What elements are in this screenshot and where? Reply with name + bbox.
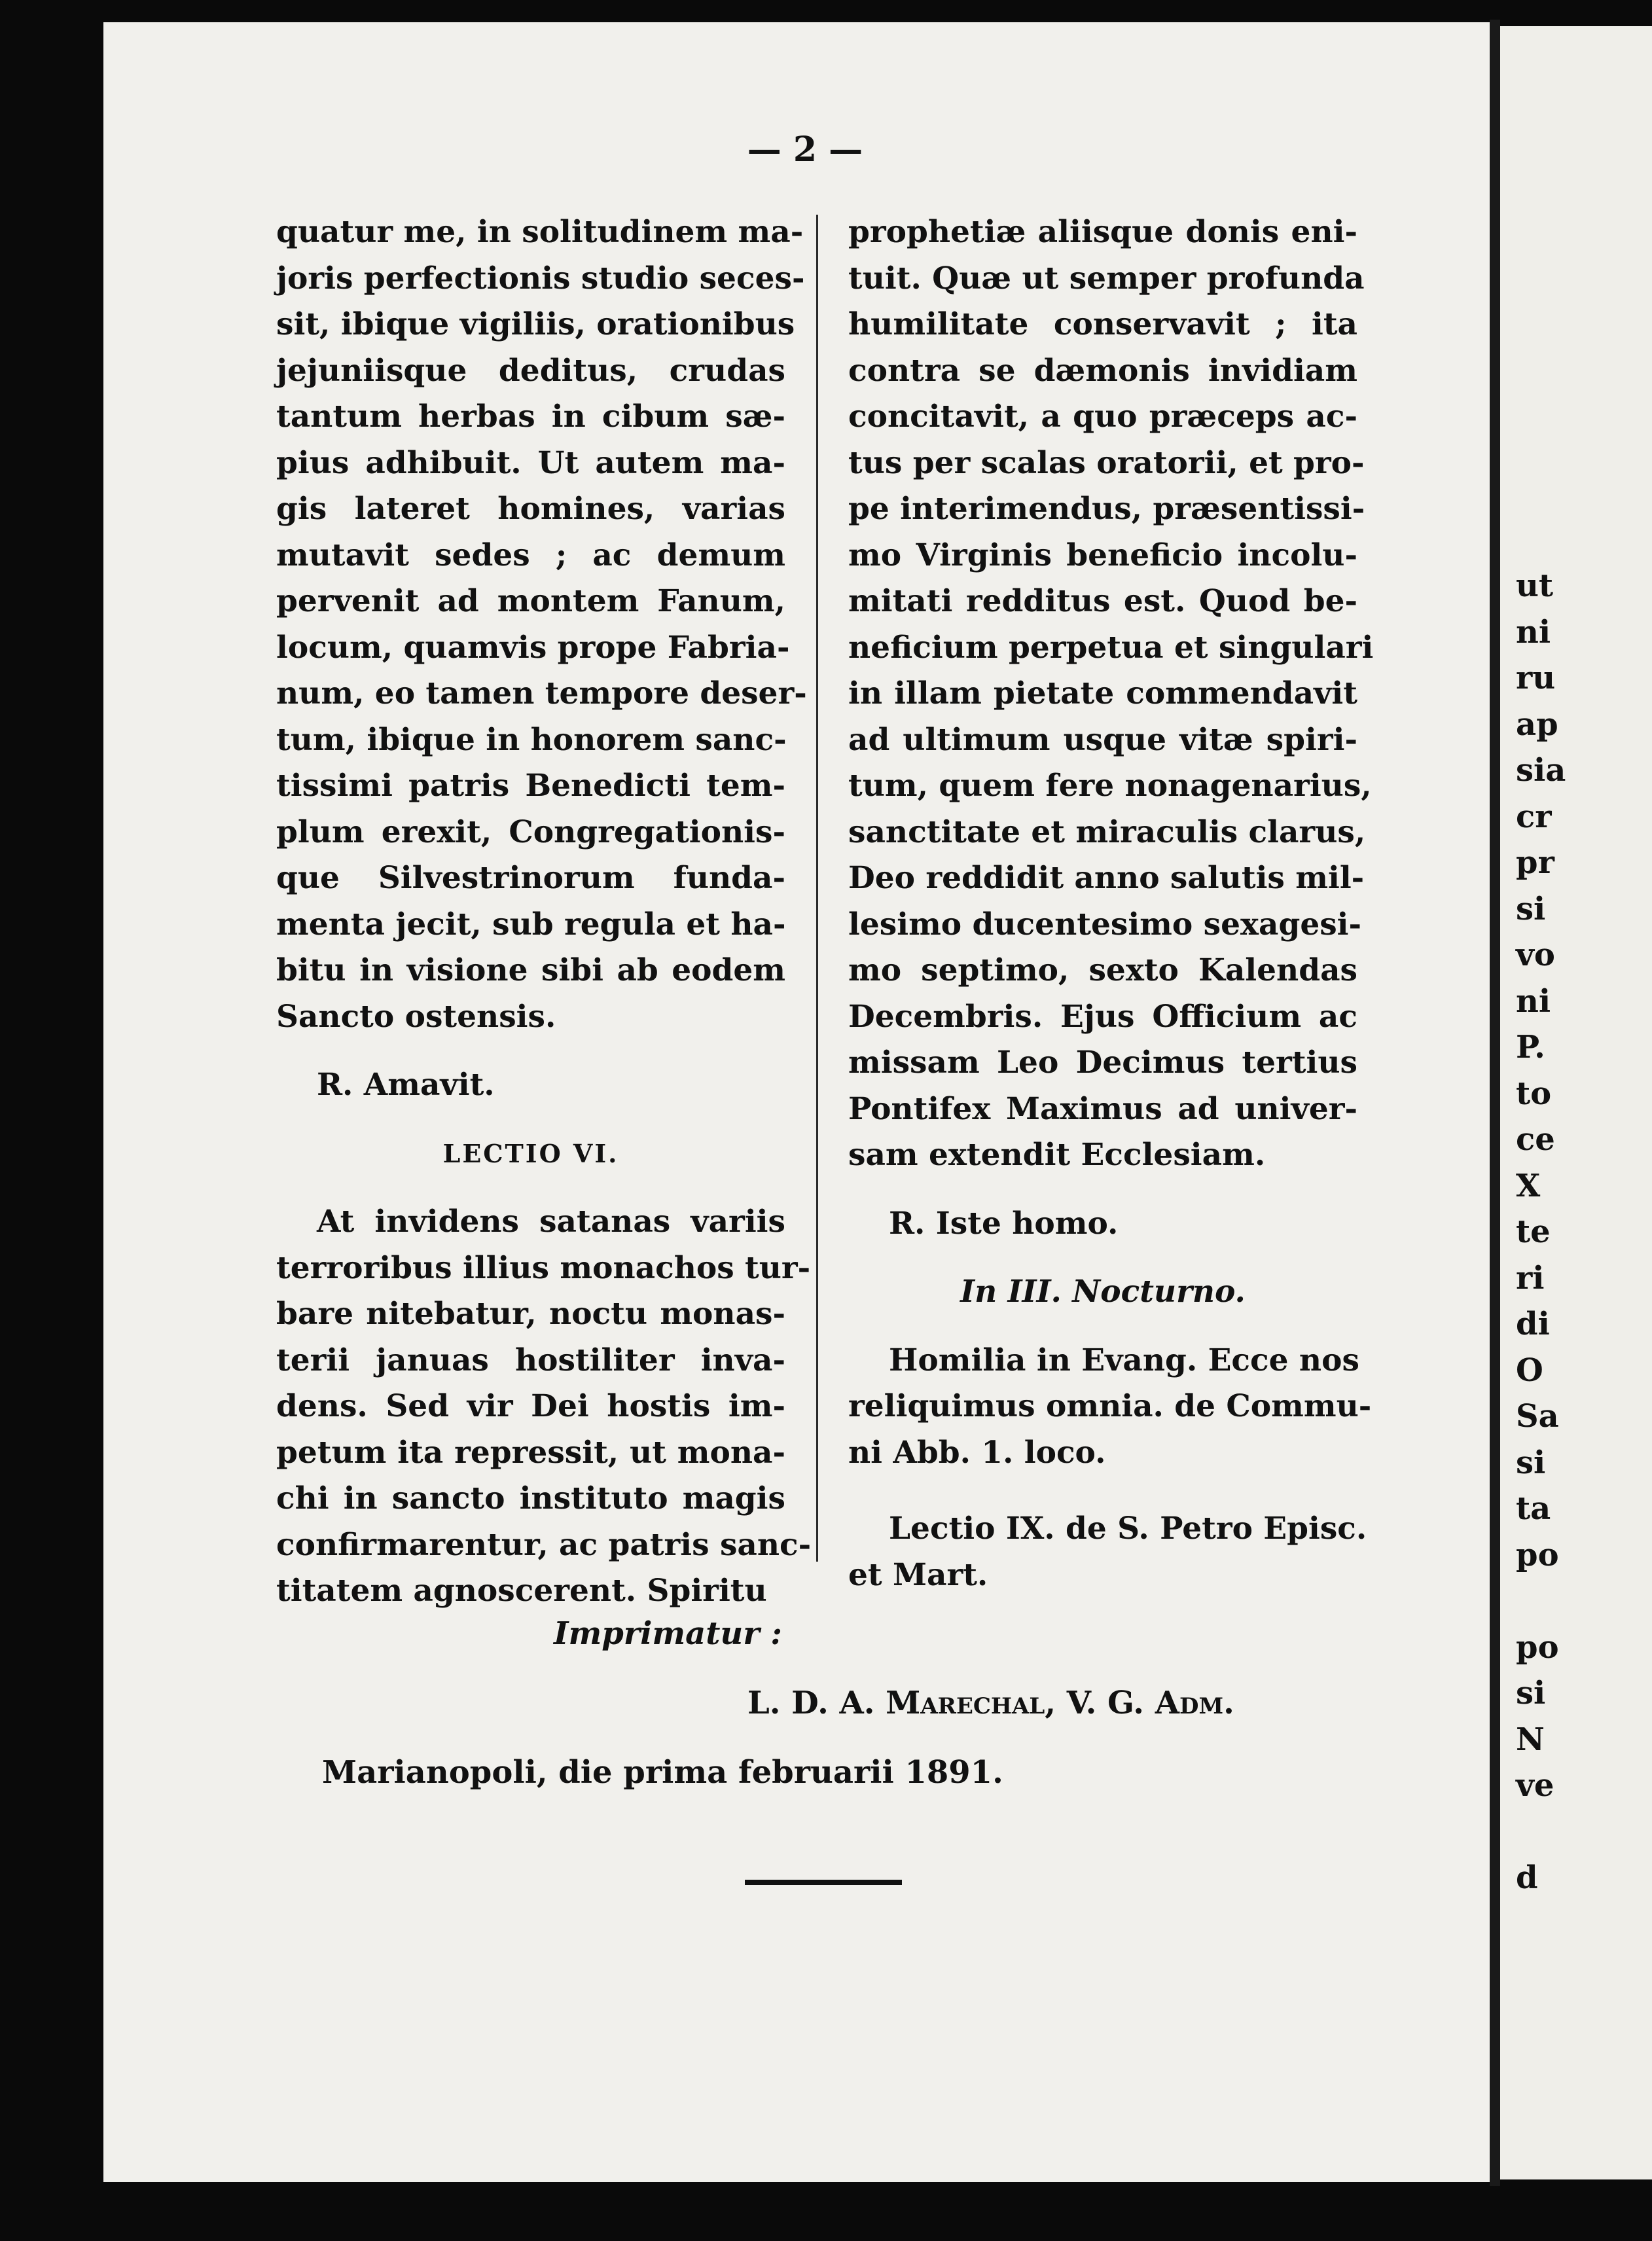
- text-line: tum, ibique in honorem sanc-: [276, 721, 787, 758]
- text-line: in illam pietate commendavit: [848, 675, 1357, 711]
- adjacent-fragment: Sa: [1516, 1398, 1559, 1435]
- text-line: bare nitebatur, noctu monas-: [276, 1296, 785, 1332]
- text-line: petum ita repressit, ut mona-: [276, 1434, 785, 1471]
- right-column: [848, 209, 1374, 1598]
- text-line: tus per scalas oratorii, et pro-: [848, 444, 1365, 481]
- text-line: chi in sancto instituto magis: [276, 1480, 785, 1516]
- text-line: Lectio IX. de S. Petro Episc.: [889, 1511, 1367, 1547]
- adjacent-fragment: P.: [1516, 1029, 1545, 1066]
- nocturn-heading: In III. Nocturno.: [960, 1274, 1246, 1310]
- text-line: pius adhibuit. Ut autem ma-: [276, 444, 785, 481]
- text-line: ad ultimum usque vitæ spiri-: [848, 721, 1357, 758]
- right-paragraph-3: [848, 1506, 1367, 1598]
- text-line: titatem agnoscerent. Spiritu: [276, 1573, 767, 1609]
- text-line: Decembris. Ejus Officium ac: [848, 998, 1357, 1035]
- text-line: pe interimendus, præsentissi-: [848, 491, 1365, 527]
- left-paragraph-2: [276, 1199, 812, 1615]
- place-date: Marianopoli, die prima februarii 1891.: [322, 1754, 1003, 1791]
- text-line: tuit. Quæ ut semper profunda: [848, 260, 1365, 296]
- text-line: num, eo tamen tempore deser-: [276, 675, 807, 711]
- adjacent-fragment: si: [1516, 1444, 1546, 1481]
- adjacent-fragment: di: [1516, 1306, 1550, 1342]
- text-line: mo septimo, sexto Kalendas: [848, 952, 1357, 988]
- text-line: sit, ibique vigiliis, orationibus: [276, 306, 795, 342]
- text-line: que Silvestrinorum funda-: [276, 860, 785, 896]
- adjacent-fragment: si: [1516, 1675, 1546, 1712]
- adjacent-fragment: ni: [1516, 982, 1551, 1020]
- adjacent-page-text: [1516, 563, 1652, 1901]
- adjacent-fragment: ut: [1516, 567, 1554, 604]
- text-line: jejuniisque deditus, crudas: [276, 352, 785, 389]
- adjacent-fragment: ri: [1516, 1259, 1545, 1297]
- adjacent-fragment: O: [1516, 1352, 1543, 1389]
- adjacent-fragment: te: [1516, 1213, 1551, 1250]
- text-line: Deo reddidit anno salutis mil-: [848, 860, 1365, 896]
- text-line: neficium perpetua et singulari: [848, 629, 1374, 666]
- text-line: lesimo ducentesimo sexagesi-: [848, 906, 1362, 942]
- closing-rule: [745, 1880, 902, 1885]
- text-line: terroribus illius monachos tur-: [276, 1249, 811, 1286]
- text-line: humilitate conservavit ; ita: [848, 306, 1357, 342]
- text-line: quatur me, in solitudinem ma-: [276, 214, 804, 250]
- imprimatur: Imprimatur :: [554, 1615, 783, 1652]
- text-line: ni Abb. 1. loco.: [848, 1434, 1106, 1471]
- text-line: concitavit, a quo præceps ac-: [848, 399, 1357, 435]
- adjacent-fragment: vo: [1516, 937, 1555, 973]
- adjacent-fragment: ni: [1516, 613, 1551, 651]
- text-line: Sancto ostensis.: [276, 998, 556, 1035]
- text-line: missam Leo Decimus tertius: [848, 1045, 1357, 1081]
- text-line: sanctitate et miraculis clarus,: [848, 814, 1366, 850]
- text-line: sam extendit Ecclesiam.: [848, 1137, 1266, 1173]
- text-line: tum, quem fere nonagenarius,: [848, 768, 1372, 804]
- text-line: reliquimus omnia. de Commu-: [848, 1388, 1372, 1424]
- text-line: bitu in visione sibi ab eodem: [276, 952, 785, 988]
- adjacent-fragment: N: [1516, 1721, 1545, 1758]
- text-line: dens. Sed vir Dei hostis im-: [276, 1388, 785, 1424]
- text-line: locum, quamvis prope Fabria-: [276, 629, 790, 666]
- right-paragraph-1: [848, 209, 1374, 1179]
- adjacent-fragment: cr: [1516, 798, 1552, 835]
- adjacent-fragment: sia: [1516, 752, 1566, 789]
- lectio-heading: LECTIO VI.: [442, 1138, 619, 1168]
- text-line: plum erexit, Congregationis-: [276, 814, 785, 850]
- adjacent-fragment: po: [1516, 1536, 1559, 1573]
- text-line: Pontifex Maximus ad univer-: [848, 1090, 1357, 1127]
- text-line: terii januas hostiliter inva-: [276, 1342, 785, 1378]
- page-gutter: [1490, 20, 1500, 2186]
- text-line: mutavit sedes ; ac demum: [276, 537, 785, 573]
- adjacent-fragment: si: [1516, 890, 1546, 927]
- adjacent-fragment: to: [1516, 1075, 1552, 1112]
- left-paragraph-1: [276, 209, 807, 1040]
- adjacent-fragment: [1516, 1578, 1652, 1624]
- left-column: [276, 209, 812, 1615]
- right-paragraph-2: [848, 1338, 1372, 1477]
- text-line: At invidens satanas variis: [317, 1204, 785, 1240]
- adjacent-fragment: ve: [1516, 1767, 1554, 1804]
- text-line: prophetiæ aliisque donis eni-: [848, 214, 1357, 250]
- adjacent-fragment: po: [1516, 1628, 1559, 1666]
- text-line: confirmarentur, ac patris sanc-: [276, 1526, 812, 1563]
- text-line: contra se dæmonis invidiam: [848, 352, 1357, 389]
- adjacent-fragment: X: [1516, 1167, 1541, 1204]
- text-line: Homilia in Evang. Ecce nos: [889, 1342, 1359, 1378]
- adjacent-fragment: [1516, 1809, 1652, 1856]
- adjacent-fragment: ce: [1516, 1121, 1555, 1158]
- adjacent-fragment: d: [1516, 1859, 1538, 1896]
- text-line: pervenit ad montem Fanum,: [276, 583, 785, 619]
- adjacent-fragment: ru: [1516, 660, 1556, 696]
- signature: L. D. A. Marechal, V. G. Adm.: [747, 1685, 1234, 1721]
- text-line: et Mart.: [848, 1556, 988, 1593]
- text-line: mo Virginis beneficio incolu-: [848, 537, 1357, 573]
- text-line: mitati redditus est. Quod be-: [848, 583, 1357, 619]
- text-line: menta jecit, sub regula et ha-: [276, 906, 786, 942]
- text-line: tissimi patris Benedicti tem-: [276, 768, 785, 804]
- adjacent-fragment: ap: [1516, 706, 1558, 743]
- text-line: tantum herbas in cibum sæ-: [276, 399, 785, 435]
- adjacent-fragment: ta: [1516, 1490, 1551, 1527]
- left-responsory: R. Amavit.: [317, 1067, 495, 1103]
- right-responsory: R. Iste homo.: [889, 1205, 1119, 1242]
- column-divider: [816, 215, 818, 1562]
- adjacent-fragment: pr: [1516, 844, 1554, 881]
- page-number: — 2 —: [747, 130, 863, 170]
- text-line: joris perfectionis studio seces-: [276, 260, 805, 296]
- text-line: gis lateret homines, varias: [276, 491, 785, 527]
